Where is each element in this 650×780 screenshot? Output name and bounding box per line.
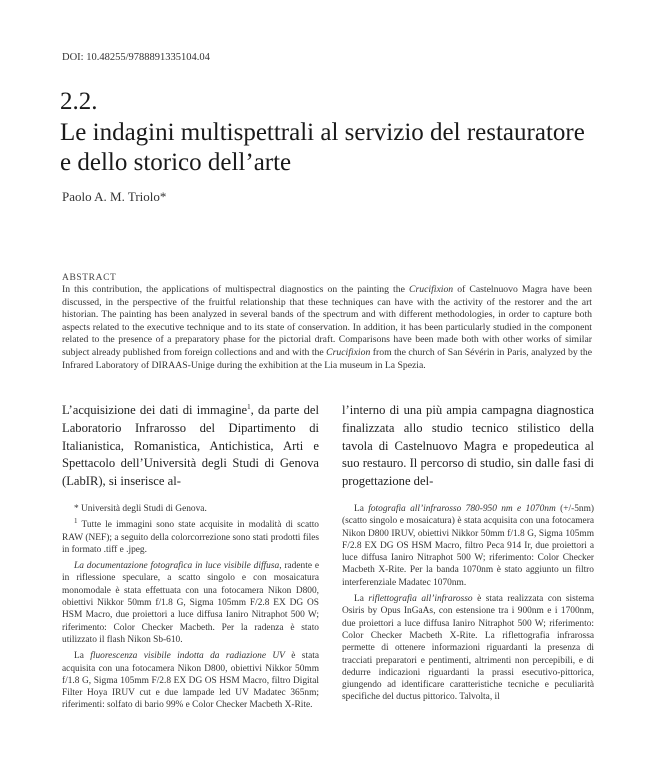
- footnote-ref-1: 1: [247, 402, 251, 411]
- notes-column-left: [62, 503, 319, 712]
- note-uv-fluorescence: La fluorescenza visibile indotta da radiazione UV è stata acquisita con una fotocamera Nikon D800, obiettivi Nikkor 50mm f/1.8 G, Sigma 105mm F/2.8 EX DG OS HSM Macro, filtro Digital Filter Hoya IRUV cut e due lampade led UV Madatec 365nm; riferimenti: solfato di bario 99% e Color Checker Macbeth X-Rite.: [62, 651, 319, 711]
- section-number: 2.2.: [60, 88, 98, 115]
- note-visible-light: La documentazione fotografica in luce visibile diffusa, radente e in riflessione speculare, a scatto singolo e con mosaicatura monomodale è stata effettuata con una fotocamera Nikon D800, obiettivi Nikkor 50mm f/1.8 G, Sigma 105mm F/2.8 EX DG OS HSM Macro, due proiettori a luce diffusa Ianiro Nitraphot 500 W; riferimento: Color Checker Macbeth. Per la radenza è stato utilizzato il flash Nikon Sb-610.: [62, 561, 320, 645]
- note-ir-reflectography: La riflettografia all’infrarosso è stata realizzata con sistema Osiris by Opus InGaAs, con estensione tra i 900nm e i 1700nm, due proiettori a luce diffusa Ianiro Nitraphot 500 W; riferimento: Color Checker Macbeth X-Rite. La riflettografia infrarossa permette di ottenere informazioni riguardanti la presenza di tracciati preparatori e pentimenti, altrimenti non percepibili, e di dedurre indicazioni riguardanti la prassi esecutivo-pittorica, giungendo ad identificare caratteristiche tecniche e peculiarità specifiche del ductus pittorico. Talvolta, il: [342, 594, 595, 703]
- footnote-affiliation: * Università degli Studi di Genova.: [74, 504, 207, 514]
- title-line-2: e dello storico dell’arte: [60, 149, 292, 176]
- title-line-1: Le indagini multispettrali al servizio del restauratore: [60, 119, 585, 146]
- chapter-title: [60, 118, 620, 178]
- footnote-1: $^1$ Tutte le immagini sono state acquisite in modalità di scatto RAW (NEF); a seguito della colorcorrezione sono stati prodotti files in formato .tiff e .jpeg.: [62, 517, 319, 555]
- doi-line: DOI: 10.48255/9788891335104.04: [62, 52, 210, 63]
- note-infrared-photo: La fotografia all’infrarosso 780-950 nm e 1070nm (+/-5nm) (scatto singolo e mosaicatura) è stata acquisita con una fotocamera Nikon D800 IRUV, obiettivi Nikkor 50mm f/1.8 G, Sigma 105mm F/2.8 EX DG OS HSM Macro, filtro Peca 914 Ir, due proiettori a luce diffusa Ianiro Nitraphot 500 W; riferimento: Color Checker Macbeth X-Rite. Per la banda 1070nm è stato aggiunto un filtro interferenziale Madatec 1070nm.: [342, 504, 594, 588]
- author: Paolo A. M. Triolo*: [62, 189, 167, 204]
- abstract-label: ABSTRACT: [62, 273, 117, 283]
- body-column-left: L’acquisizione dei dati di immagine$^1$, da parte del Laboratorio Infrarosso del Dipartimento di Italianistica, Romanistica, Antichistica, Arti e Spettacolo dell’Università degli Studi di Genova (LabIR), si inserisce al-: [62, 402, 319, 489]
- notes-column-right: [342, 503, 594, 704]
- body-column-right: l’interno di una più ampia campagna diagnostica finalizzata allo studio tecnico stilistico della tavola di Castelnuovo Magra e propedeutica al suo restauro. Il percorso di studio, sin dalle fasi di progettazione del-: [342, 403, 594, 489]
- abstract-text: In this contribution, the applications of multispectral diagnostics on the painting the Crucifixion of Castelnuovo Magra have been discussed, in the perspective of the fruitful relationship that these techniques can have with the activity of the restorer and the art historian. The painting has been analyzed in several bands of the spectrum and with different methodologies, in order to capture both aspects related to the executive technique and to its state of conservation. In addition, it has been particularly studied in the component related to the presence of a preparatory phase for the pictorial draft. Comparisons have been made both with other works of similar subject already published from foreign collections and and with the Crucifixion from the church of San Sévérin in Paris, analyzed by the Infrared Laboratory of DIRAAS-Unige during the exhibition at the Lia museum in La Spezia.: [62, 284, 592, 371]
